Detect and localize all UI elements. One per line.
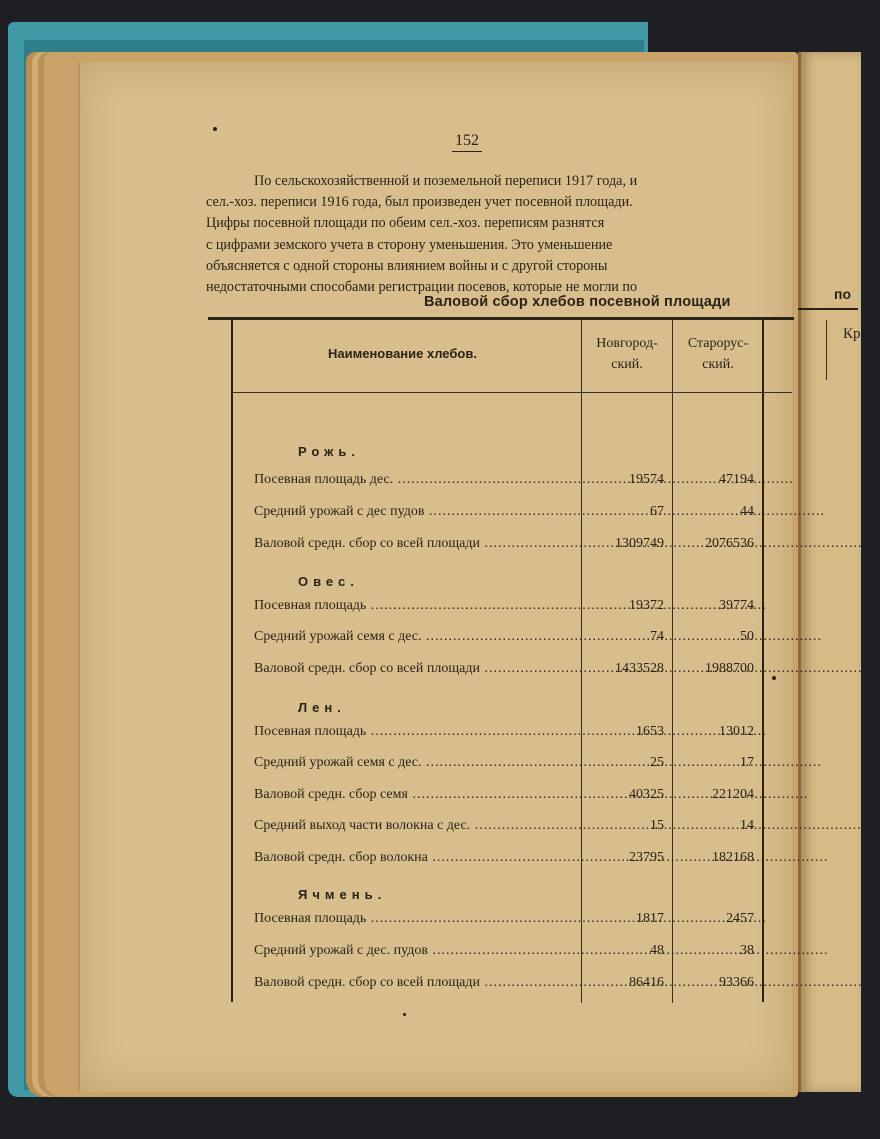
section-title-flax: Лен. [298, 700, 346, 715]
value-novgorod: 1433528 [615, 661, 664, 676]
value-starorussky: 221204 [712, 787, 754, 802]
value-starorussky: 182168 [712, 850, 754, 865]
value-starorussky: 47194 [719, 472, 754, 487]
value-novgorod: 48 [650, 943, 664, 958]
value-novgorod: 67 [650, 504, 664, 519]
value-novgorod: 1653 [636, 724, 664, 739]
row-label: Посевная площадь ..... [254, 911, 580, 927]
paragraph-line: По сельскохозяйственной и поземельной переписи 1917 года, и [254, 173, 638, 189]
right-page-title-fragment: по [834, 286, 852, 302]
value-starorussky: 39774 [719, 598, 754, 613]
row-label: Валовой средн. сбор волокна ..... [254, 850, 580, 866]
value-starorussky: 93366 [719, 975, 754, 990]
right-page-rule [798, 308, 858, 310]
value-novgorod: 25 [650, 755, 664, 770]
header-novgorod [584, 333, 670, 375]
table-left-border [231, 320, 233, 1002]
row-label: Посевная площадь дес. ..... [254, 472, 580, 488]
paragraph-line: Цифры посевной площади по обеим сел.-хоз. переписям разнятся [206, 215, 605, 232]
row-label: Посевная площадь ..... [254, 724, 580, 740]
paragraph-line: с цифрами земского учета в сторону уменьшения. Это уменьшение [206, 236, 613, 253]
row-label: Валовой средн. сбор со всей площади ..... [254, 975, 580, 991]
page-number: 152 [452, 132, 482, 152]
row-label: Средний выход части волокна с дес. ..... [254, 818, 580, 834]
value-novgorod: 23795 [629, 850, 664, 865]
value-novgorod: 40325 [629, 787, 664, 802]
row-label: Посевная площадь ..... [254, 598, 580, 614]
section-title-rye: Рожь. [298, 444, 360, 459]
ink-speck [403, 1013, 406, 1016]
table-title: Валовой сбор хлебов посевной площади [424, 294, 731, 310]
value-starorussky: 2457 [726, 911, 754, 926]
table-top-rule [208, 317, 794, 320]
value-novgorod: 19574 [629, 472, 664, 487]
row-label: Валовой средн. сбор семя ..... [254, 787, 580, 803]
row-label: Средний урожай с дес пудов ..... [254, 504, 580, 520]
value-novgorod: 19372 [629, 598, 664, 613]
row-label: Средний урожай семя с дес. ..... [254, 755, 580, 771]
value-starorussky: 1988700 [705, 661, 754, 676]
value-novgorod: 1817 [636, 911, 664, 926]
paragraph-line: объясняется с одной стороны влиянием войны и с другой стороны [206, 257, 608, 274]
value-starorussky: 38 [740, 943, 754, 958]
header-starorussky-line1: Старорус- [687, 336, 749, 351]
value-starorussky: 17 [740, 755, 754, 770]
section-title-barley: Ячмень. [298, 887, 387, 902]
value-starorussky: 44 [740, 504, 754, 519]
row-label: Валовой средн. сбор со всей площади ..... [254, 661, 580, 677]
ink-speck [213, 127, 217, 131]
right-page-header-fragment: Кр [843, 326, 861, 342]
table-header-rule [232, 392, 792, 393]
right-page [798, 52, 861, 1092]
section-title-oats: Овес. [298, 574, 359, 589]
header-crop-name: Наименование хлебов. [328, 346, 477, 361]
header-novgorod-line2: ский. [611, 357, 643, 372]
row-label: Средний урожай семя с дес. ..... [254, 629, 580, 645]
paragraph-line: недостаточными способами регистрации посевов, которые не могли по [206, 279, 638, 296]
body-paragraph [206, 171, 724, 298]
header-novgorod-line1: Новгород- [596, 336, 658, 351]
value-novgorod: 86416 [629, 975, 664, 990]
paragraph-line: сел.-хоз. переписи 1916 года, был произведен учет посевной площади. [206, 194, 633, 211]
row-label: Средний урожай с дес. пудов ..... [254, 943, 580, 959]
row-label: Валовой средн. сбор со всей площади ..... [254, 536, 580, 552]
value-starorussky: 50 [740, 629, 754, 644]
value-starorussky: 13012 [719, 724, 754, 739]
ink-speck [772, 676, 776, 680]
value-novgorod: 1309749 [615, 536, 664, 551]
header-starorussky [675, 333, 761, 375]
value-starorussky: 2076536 [705, 536, 754, 551]
right-page-column-line [826, 320, 827, 380]
value-starorussky: 14 [740, 818, 754, 833]
header-starorussky-line2: ский. [702, 357, 734, 372]
value-novgorod: 15 [650, 818, 664, 833]
value-novgorod: 74 [650, 629, 664, 644]
